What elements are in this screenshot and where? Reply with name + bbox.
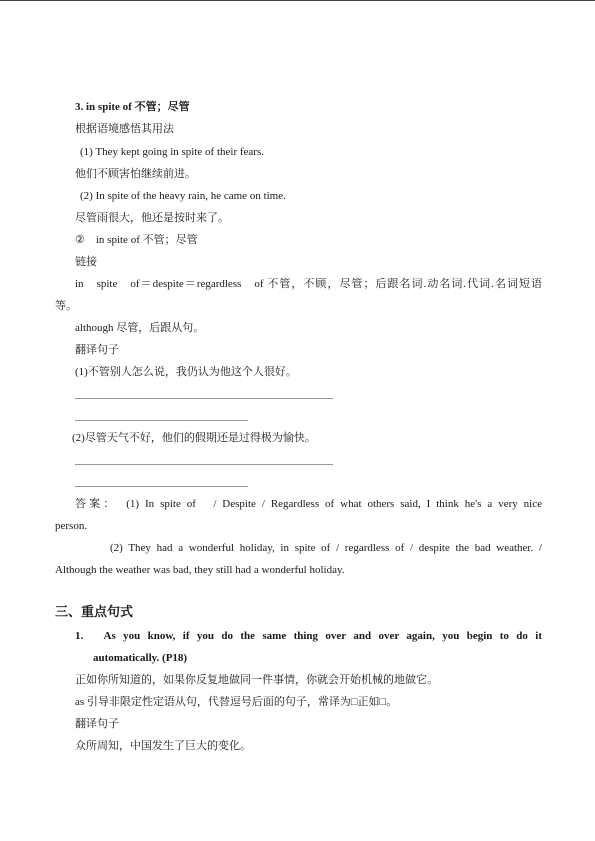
example-1-en: (1) They kept going in spite of their fears. — [80, 146, 264, 158]
key-sentence-1-line-2: automatically. (P18) — [93, 652, 188, 664]
usage-summary: ② in spite of 不管；尽管 — [75, 234, 198, 246]
example-2-en: (2) In spite of the heavy rain, he came on time. — [80, 190, 286, 202]
answer-blank-2a — [75, 464, 333, 465]
answer-line-1: 答案： (1) In spite of / Despite / Regardless of what others said, I think he's a very nice — [75, 498, 542, 510]
answer-blank-2b — [75, 486, 248, 487]
answer-line-2: person. — [55, 520, 88, 532]
instruction: 根据语境感悟其用法 — [75, 123, 174, 135]
top-rule — [0, 0, 595, 1]
answer-line-3: (2) They had a wonderful holiday, in spite of / regardless of / despite the bad weather. / — [110, 542, 542, 554]
although-note: although 尽管，后跟从句。 — [75, 322, 205, 334]
key-sentence-1-question: 众所周知，中国发生了巨大的变化。 — [75, 740, 251, 752]
point-title: 3. in spite of 不管；尽管 — [75, 101, 190, 113]
answer-blank-1a — [75, 398, 333, 399]
key-sentence-1-note: as 引导非限定性定语从句，代替逗号后面的句子，常译为□正如□。 — [75, 696, 398, 708]
example-2-zh: 尽管雨很大，他还是按时来了。 — [75, 212, 229, 224]
example-1-zh: 他们不顾害怕继续前进。 — [75, 168, 196, 180]
question-1: (1)不管别人怎么说，我仍认为他这个人很好。 — [75, 366, 297, 378]
link-line-1: in spite of＝despite＝regardless of 不管，不顾，尽管；后跟名词.动名词.代词.名词短语 — [75, 278, 542, 290]
key-sentence-1-line-1: 1. As you know, if you do the same thing over and over again, you begin to do it — [75, 630, 542, 642]
translate-label: 翻译句子 — [75, 344, 119, 356]
answer-line-4: Although the weather was bad, they still had a wonderful holiday. — [55, 564, 345, 576]
section-heading: 三、重点句式 — [55, 604, 134, 619]
translate-label-2: 翻译句子 — [75, 718, 119, 730]
answer-blank-1b — [75, 420, 248, 421]
link-label: 链接 — [75, 256, 97, 268]
link-line-2: 等。 — [55, 300, 77, 312]
key-sentence-1-zh: 正如你所知道的，如果你反复地做同一件事情，你就会开始机械的地做它。 — [75, 674, 438, 686]
question-2: (2)尽管天气不好，他们的假期还是过得极为愉快。 — [72, 432, 316, 444]
